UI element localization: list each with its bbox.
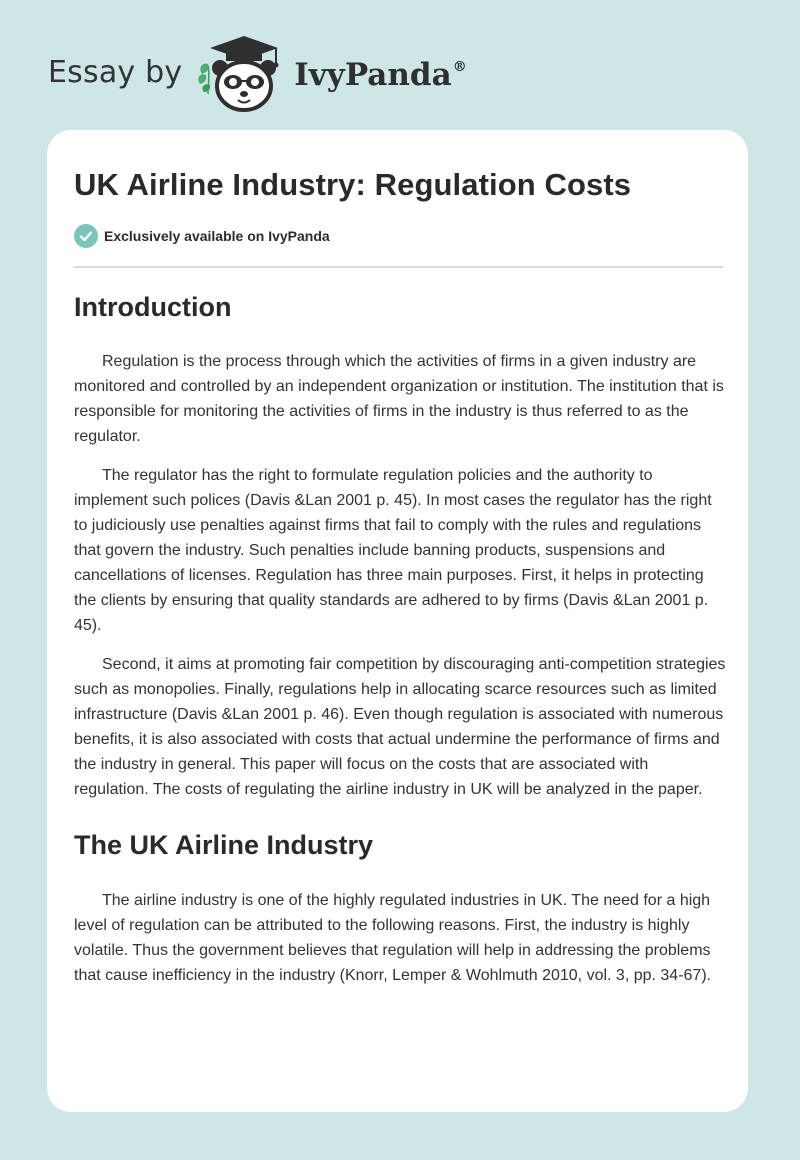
exclusive-badge [74, 222, 722, 250]
panda-mascot-icon [196, 34, 292, 114]
exclusive-badge-text: Exclusively available on IvyPanda [104, 228, 330, 244]
ivypanda-logo[interactable] [196, 34, 466, 114]
paragraph: Regulation is the process through which the activities of firms in a given industry are monitored and controlled by an independent organization or institution. The institution that is responsible for monitoring the activities of firms in the industry is thus referred to as the regulator. [74, 353, 724, 445]
essay-title: UK Airline Industry: Regulation Costs [74, 167, 632, 202]
brand-name: IvyPanda® [294, 57, 467, 93]
essay-by-label: Essay by [48, 54, 183, 90]
checkmark-icon [74, 224, 98, 248]
paragraph: The airline industry is one of the highly regulated industries in UK. The need for a high level of regulation can be attributed to the following reasons. First, the industry is highly volatile. Thus the government believes that regulation will help in addressing the problems that cause inefficiency in the industry (Knorr, Lemper & Wohlmuth 2010, vol. 3, pp. 34-67). [74, 892, 712, 984]
section-introduction [74, 290, 726, 802]
paragraph: Second, it aims at promoting fair competition by discouraging anti-competition strategies such as monopolies. Finally, regulations help in allocating scarce resources such as limited infrastructure (Davis &Lan 2001 p. 46). Even though regulation is associated with numerous benefits, it is also associated with costs that actual undermine the performance of firms and the industry in general. This paper will focus on the costs that are associated with regulation. The costs of regulating the airline industry in UK will be analyzed in the paper. [74, 656, 726, 798]
section-uk-airline-industry [74, 828, 722, 988]
section-heading: Introduction [74, 292, 232, 322]
registered-mark: ® [452, 59, 467, 75]
title-divider [74, 266, 723, 268]
site-header [48, 34, 467, 114]
section-heading: The UK Airline Industry [74, 830, 374, 860]
paragraph: The regulator has the right to formulate regulation policies and the authority to implement such polices (Davis &Lan 2001 p. 45). In most cases the regulator has the right to judiciously use penalties against firms that fail to comply with the rules and regulations that govern the industry. Such penalties include banning products, suspensions and cancellations of licenses. Regulation has three main purposes. First, it helps in protecting the clients by ensuring that quality standards are adhered to by firms (Davis &Lan 2001 p. 45). [74, 467, 712, 634]
essay-card [47, 130, 748, 1112]
ivy-leaf-icon [199, 64, 211, 94]
